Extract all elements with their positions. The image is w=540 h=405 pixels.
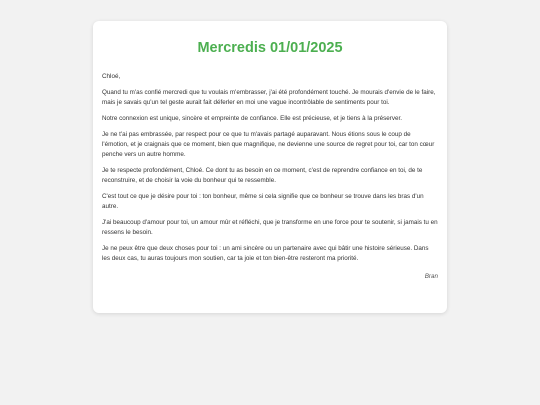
letter-paragraph: Je ne peux être que deux choses pour toi : un ami sincère ou un partenaire avec qui bâtir une histoire sérieuse. Dans les deux cas, tu auras toujours mon soutien, car ta joie et ton bien-être resteront ma priorité. [102, 245, 429, 262]
letter-paragraph: Je ne t'ai pas embrassée, par respect pour ce que tu m'avais partagé auparavant. Nous étions sous le coup de l'émotion, et je craignais que ce moment, bien que magnifique, ne devienne une source de regret pour toi, car ton cœur penche vers un autre homme. [102, 131, 435, 158]
letter-paragraph: Notre connexion est unique, sincère et empreinte de confiance. Elle est précieuse, et je tiens à la préserver. [102, 115, 402, 122]
letter-paragraph: J'ai beaucoup d'amour pour toi, un amour mûr et réfléchi, que je transforme en une force pour te soutenir, si jamais tu en ressens le besoin. [102, 219, 438, 236]
letter-signature: Bran [424, 273, 438, 280]
letter-title: Mercredis 01/01/2025 [197, 40, 343, 56]
letter-paragraph: C'est tout ce que je désire pour toi : ton bonheur, même si cela signifie que ce bonheur se trouve dans les bras d'un autre. [102, 193, 424, 210]
letter-paragraph: Quand tu m'as confié mercredi que tu voulais m'embrasser, j'ai été profondément touché. Je mourais d'envie de le faire, mais je savais qu'un tel geste aurait fait déferler en moi une vague incontrôlable de sentiments pour toi. [102, 89, 436, 106]
letter-greeting: Chloé, [102, 73, 121, 80]
letter-card [93, 21, 447, 313]
letter-paragraph: Je te respecte profondément, Chloé. Ce dont tu as besoin en ce moment, c'est de reprendre confiance en toi, de te reconstruire, et de choisir la voie du bonheur qui te ressemble. [102, 167, 423, 184]
